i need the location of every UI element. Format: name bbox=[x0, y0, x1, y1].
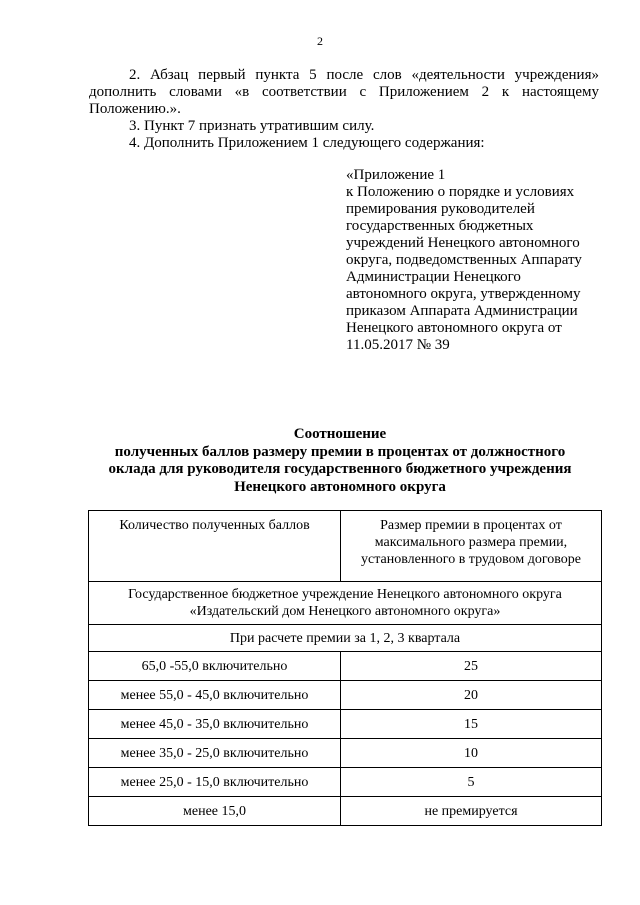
period-cell: При расчете премии за 1, 2, 3 квартала bbox=[89, 625, 602, 652]
header-points-cell: Количество полученных баллов bbox=[89, 511, 341, 582]
appendix-line: Администрации Ненецкого bbox=[346, 269, 521, 285]
paragraph-item-4: 4. Дополнить Приложением 1 следующего содержания: bbox=[129, 135, 485, 151]
table-row bbox=[89, 681, 602, 710]
appendix-line: 11.05.2017 № 39 bbox=[346, 337, 450, 353]
appendix-line: «Приложение 1 bbox=[346, 167, 446, 183]
appendix-line: учреждений Ненецкого автономного bbox=[346, 235, 580, 251]
period-row bbox=[89, 625, 602, 652]
table-row bbox=[89, 739, 602, 768]
bonus-cell: 15 bbox=[341, 710, 602, 739]
table-row bbox=[89, 710, 602, 739]
bonus-cell: не премируется bbox=[341, 797, 602, 826]
title-line: Соотношение bbox=[293, 426, 387, 442]
appendix-line: автономного округа, утвержденному bbox=[346, 286, 581, 302]
points-cell: менее 25,0 - 15,0 включительно bbox=[89, 768, 341, 797]
table-row bbox=[89, 797, 602, 826]
page-number: 2 bbox=[317, 34, 323, 48]
appendix-line: Ненецкого автономного округа от bbox=[346, 320, 562, 336]
bonus-ratio-table bbox=[88, 510, 602, 826]
organization-line: Государственное бюджетное учреждение Ненецкого автономного округа bbox=[128, 587, 562, 602]
points-cell: менее 45,0 - 35,0 включительно bbox=[89, 710, 341, 739]
title-line: Ненецкого автономного округа bbox=[234, 478, 446, 495]
points-cell: менее 35,0 - 25,0 включительно bbox=[89, 739, 341, 768]
title-line: полученных баллов размеру премии в процентах от должностного bbox=[114, 443, 566, 460]
bonus-cell: 5 bbox=[341, 768, 602, 797]
bonus-cell: 10 bbox=[341, 739, 602, 768]
title-line: оклада для руководителя государственного бюджетного учреждения bbox=[108, 461, 572, 477]
appendix-line: округа, подведомственных Аппарату bbox=[346, 252, 582, 268]
table-header-row bbox=[89, 511, 602, 582]
appendix-line: государственных бюджетных bbox=[346, 218, 534, 234]
appendix-line: премирования руководителей bbox=[346, 201, 535, 217]
appendix-reference-block bbox=[346, 167, 616, 354]
table-row bbox=[89, 652, 602, 681]
points-cell: 65,0 -55,0 включительно bbox=[89, 652, 341, 681]
table-row bbox=[89, 768, 602, 797]
header-bonus-cell: Размер премии в процентах от максимального размера премии, установленного в трудовом договоре bbox=[341, 511, 602, 582]
document-title bbox=[80, 426, 600, 496]
organization-cell bbox=[89, 582, 602, 625]
paragraph-item-2: 2. Абзац первый пункта 5 после слов «деятельности учреждения» дополнить словами «в соответствии с Приложением 2 к настоящему Положению.». bbox=[89, 67, 599, 117]
paragraph-item-3: 3. Пункт 7 признать утратившим силу. bbox=[129, 118, 375, 134]
points-cell: менее 55,0 - 45,0 включительно bbox=[89, 681, 341, 710]
appendix-line: к Положению о порядке и условиях bbox=[346, 184, 575, 200]
bonus-cell: 25 bbox=[341, 652, 602, 681]
organization-line: «Издательский дом Ненецкого автономного округа» bbox=[189, 604, 501, 619]
points-cell: менее 15,0 bbox=[89, 797, 341, 826]
bonus-cell: 20 bbox=[341, 681, 602, 710]
organization-row bbox=[89, 582, 602, 625]
appendix-line: приказом Аппарата Администрации bbox=[346, 303, 578, 319]
